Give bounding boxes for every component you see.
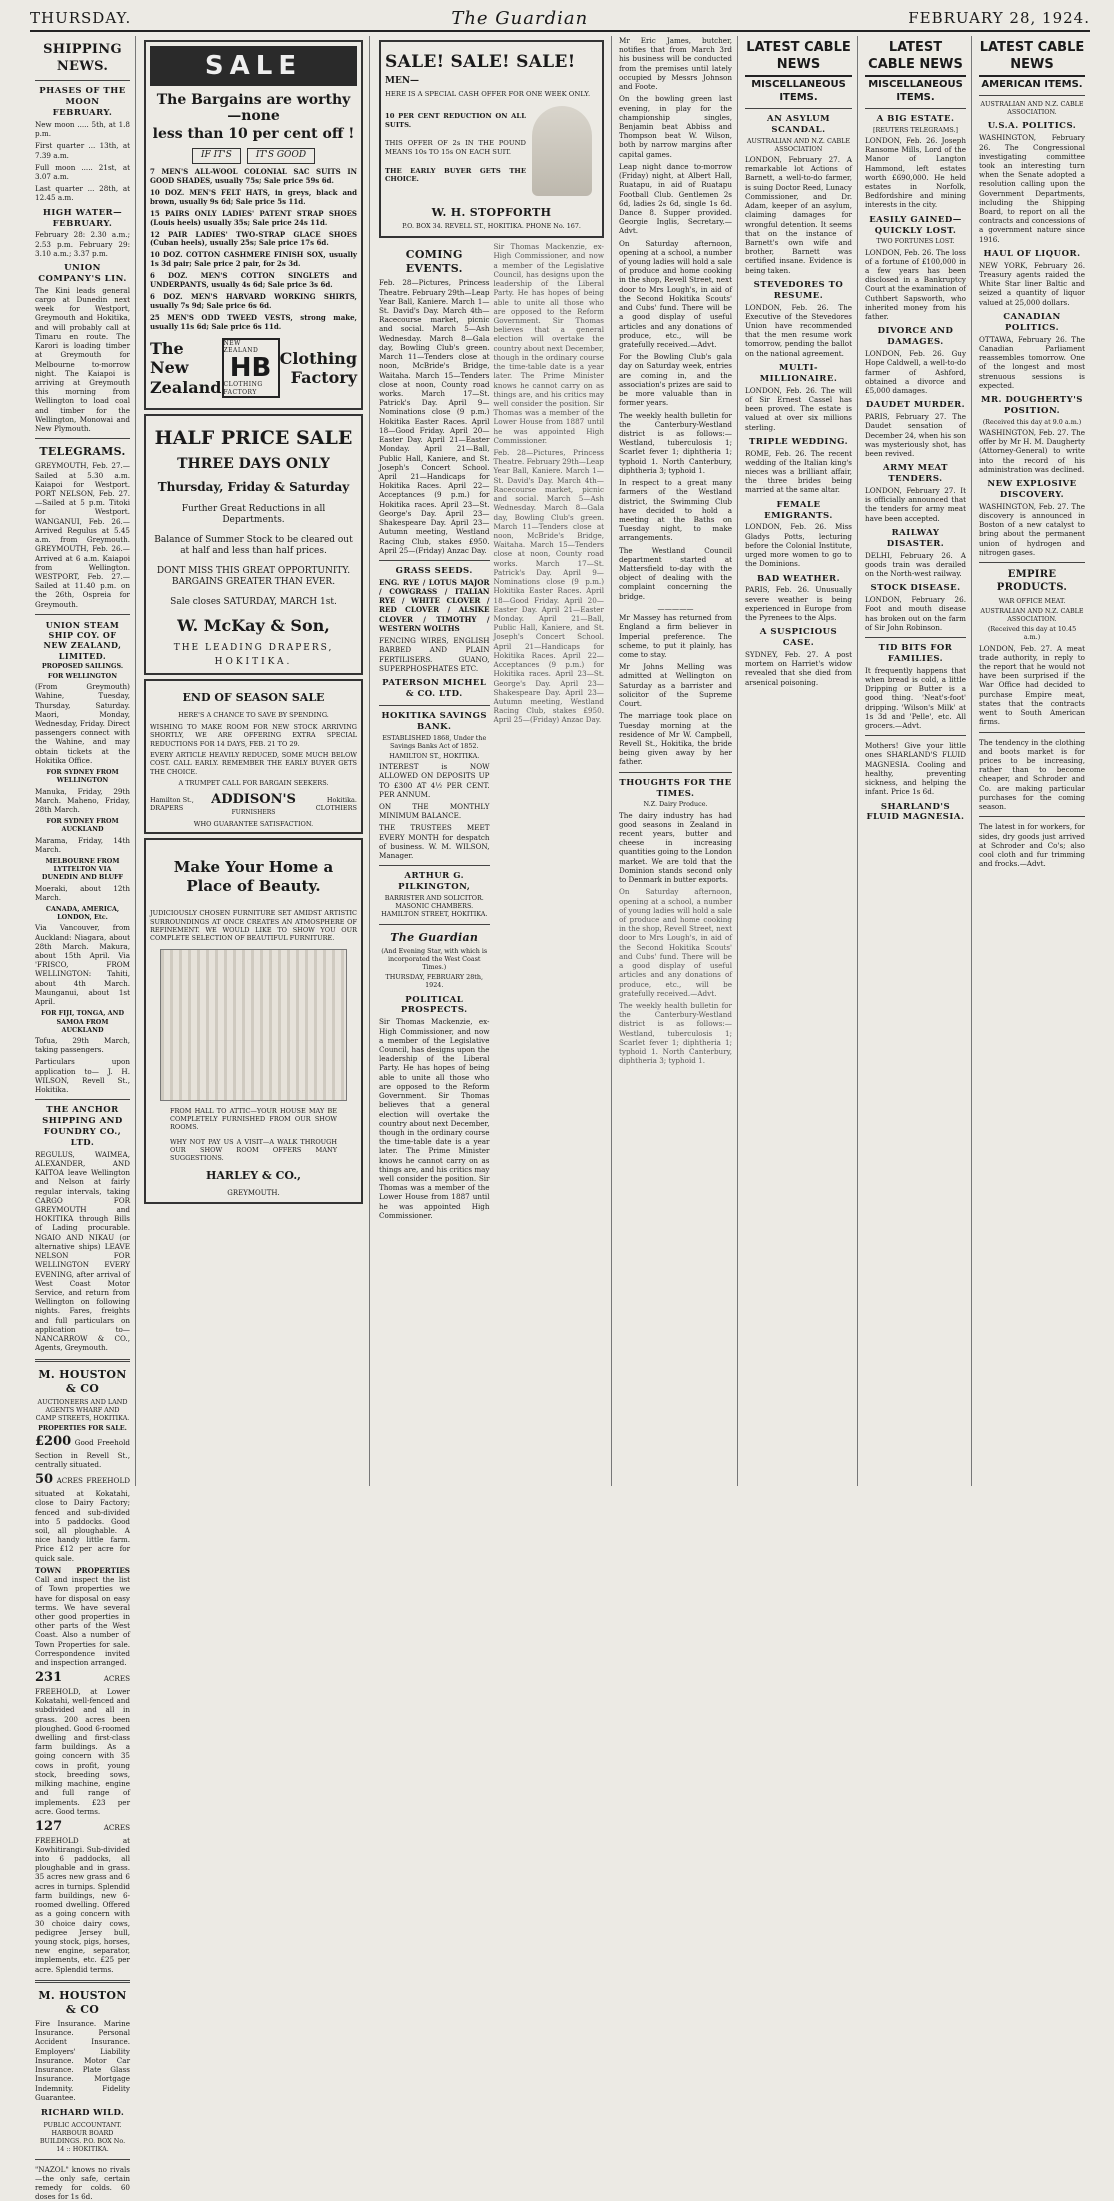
paterson-name: PATERSON MICHEL & CO. LTD. — [382, 678, 487, 699]
coming-events-heading: COMING EVENTS. — [405, 248, 463, 276]
mckay-sale-ad — [144, 414, 363, 675]
story-heading: STEVEDORES TO RESUME. — [753, 279, 844, 301]
sale-item: 12 PAIR LADIES' TWO-STRAP GLACE SHOES (Cuban heels), usually 25s; Sale price 17s 6d. — [150, 229, 357, 248]
sailing-text: Via Vancouver, from Auckland: Niagara, about 28th March. Makura, about 15th April. Via 'FRISCO, FROM WELLINGTON: Tahiti, about 4th March. Maunganui, about 1st April. — [35, 923, 130, 1007]
news-paragraph: For the Bowling Club's gala day on Saturday week, entries are coming in, and the association's prizes are said to be more valuable than in former years. — [619, 352, 732, 408]
property-listing — [35, 1819, 130, 1974]
bank-address: HAMILTON ST., HOKITIKA. — [389, 751, 480, 760]
tidbits-text: It frequently happens that when bread is cold, a little Dripping or Butter is a good thing. 'Neat's-foot' dripping. 'Wilson's Milk' at 1s 3d and 'Pelle', etc. All grocers.—Advt. — [865, 665, 966, 730]
addisons-guarantee: WHO GUARANTEE SATISFACTION. — [193, 819, 314, 828]
property-listing — [35, 1472, 130, 1562]
from-hall-text: FROM HALL TO ATTIC—YOUR HOUSE MAY BE COMPLETELY FURNISHED FROM OUR SHOW ROOMS. — [170, 1106, 337, 1132]
pilkington-sub: BARRISTER AND SOLICITOR. MASONIC CHAMBERS. HAMILTON STREET, HOKITIKA. — [381, 894, 488, 919]
offer-row — [385, 102, 598, 200]
tendency-text: The tendency in the clothing and boots market is for prices to be increasing, rather than to become cheaper, and Schroder and Co. are making particular purchases for the coming season. — [979, 737, 1085, 812]
cable-news-heading: LATEST CABLE NEWS — [745, 36, 852, 77]
hb-left-word: The New — [150, 339, 189, 378]
sale-days: Thursday, Friday & Saturday — [157, 480, 350, 495]
sale-item: 15 PAIRS ONLY LADIES' PATENT STRAP SHOES (Louis heels) usually 35s; Sale price 24s 11d. — [150, 208, 357, 227]
tidbits-heading: TID BITS FOR FAMILIES. — [878, 642, 953, 664]
story-text: PARIS, Feb. 26. Unusually severe weather is being experienced in Europe from the Pyrenees to the Alps. — [745, 585, 852, 623]
story-source: AUSTRALIAN AND N.Z. CABLE ASSOCIATION. — [980, 100, 1084, 117]
column-cable-news-2 — [860, 36, 972, 1486]
story-heading: HAUL OF LIQUOR. — [983, 248, 1081, 259]
hb-right-word: Factory — [290, 368, 357, 388]
masthead — [30, 6, 1090, 32]
moon-heading: PHASES OF THE MOON FEBRUARY. — [39, 86, 126, 118]
fit-tag-left: IF IT'S — [192, 148, 241, 164]
column-cable-news-1 — [740, 36, 858, 1486]
bargain-line: less than 10 per cent off ! — [152, 126, 355, 143]
fit-tag-right: IT'S GOOD — [247, 148, 315, 164]
telegrams-text: GREYMOUTH, Feb. 27.—Sailed at 5.30 a.m. Kaiapoi for Westport. PORT NELSON, Feb. 27.—Sailed at 5 p.m. Titoki for Westport. WANGANUI, Feb. 26.—Arrived Regulus at 5.45 a.m. from Greymouth. GREYMOUTH, Feb. 26.—Arrived at 6 a.m. Kaiapoi from Wellington. WESTPORT, Feb. 27.—Sailed at 11.40 p.m. on the 26th, Ospreia for Greymouth. — [35, 461, 130, 609]
story-heading: STOCK DISEASE. — [870, 583, 961, 594]
editorial-body: Feb. 28—Pictures, Princess Theatre. February 29th—Leap Year Ball, Kaniere. March 1—St. David's Day. March 4th—Racecourse market, picnic and social. March 5—Ash Wednesday. March 8—Gala day, Bowling Club's green. March 11—Tenders close at noon, McBride's Bridge, Waitaha. March 15—Tenders close at noon, County road works. March 17—St. Patrick's Day. April 9—Nominations close (9 p.m.) Hokitika Easter Races. April 18—Good Friday. April 20—Easter Day. April 21—Easter Monday. April 21—Ball, Public Hall, Kaniere, and St. Joseph's Concert School. April 21—Handicaps for Hokitika Races. April 22—Acceptances (9 p.m.) for Hokitika races. April 23—St. George's Day. April 23—Shakespeare Day. April 23—Autumn meeting, Westland Racing Club, stakes £950. April 25—(Friday) Anzac Day. — [493, 448, 604, 725]
news-paragraph: On Saturday afternoon, opening at a school, a number of young ladies will hold a sale of produce and home cooking in the shop, Revell Street, next door to Mrs Lough's, in aid of the Second Hokitika Scouts' and Cubs' fund. There will be a good display of useful articles and any donations of produce, etc., will be gratefully received.—Advt. — [619, 238, 732, 349]
column-shipping — [30, 36, 136, 2201]
news-paragraph: Mr Johns Melling was admitted at Wellington on Saturday as a barrister and solicitor of the Supreme Court. — [619, 662, 732, 709]
houston-heading-2: M. HOUSTON & CO — [38, 1988, 127, 2016]
sale-item-list — [150, 168, 357, 332]
mothers-advert: Mothers! Give your little ones SHARLAND'S FLUID MAGNESIA. Cooling and healthy, preventing sickness, and helping the infant. Price 1s 6d. — [865, 741, 966, 797]
guardian-editorial-title: The Guardian — [390, 930, 479, 944]
sale-sale-heading: SALE! SALE! SALE! — [385, 52, 576, 72]
hb-logo-top: NEW ZEALAND — [223, 339, 259, 355]
home-beauty-heading: Make Your Home a Place of Beauty. — [173, 857, 334, 895]
hb-logo-bottom: CLOTHING FACTORY — [223, 381, 263, 396]
sailing-destination: FOR SYDNEY FROM AUCKLAND — [46, 817, 119, 834]
story-heading: FEMALE EMIGRANTS. — [764, 499, 833, 521]
leading-drapers: THE LEADING DRAPERS, — [173, 642, 334, 653]
high-water-heading: HIGH WATER—FEBRUARY. — [42, 207, 123, 229]
insurance-list: Fire Insurance. Marine Insurance. Personal Accident Insurance. Employers' Liability Insurance. Motor Car Insurance. Plate Glass Insurance. Mortgage Indemnity. Fidelity Guarantee. — [35, 2019, 130, 2102]
editorial-right — [494, 242, 605, 1223]
news-paragraph: On Saturday afternoon, opening at a school, a number of young ladies will hold a sale of produce and home cooking in the shop, Revell Street, next door to Mrs Lough's, in aid of the Second Hokitika Scouts' and Cubs' fund. There will be a good display of useful articles and any donations of produce, etc., will be gratefully received.—Advt. — [619, 887, 732, 998]
story-heading: U.S.A. POLITICS. — [987, 121, 1077, 132]
end-of-season-heading: END OF SEASON SALE — [182, 690, 325, 704]
sale-item: 10 DOZ. COTTON CASHMERE FINISH SOX, usually 1s 3d pair; Sale price 2 pair, for 2s 3d. — [150, 250, 357, 269]
offer-line: THE EARLY BUYER GETS THE CHOICE. — [385, 166, 526, 184]
separator: ————— — [657, 603, 694, 613]
story-heading: ARMY MEAT TENDERS. — [883, 463, 948, 485]
dont-miss-text: DONT MISS THIS GREAT OPPORTUNITY. BARGAINS GREATER THAN EVER. — [156, 565, 351, 588]
empire-text: LONDON, Feb. 27. A meat trade authority, in reply to the report that he would not have been surprised if the War Office had decided to purchase Empire meat, states that the contracts went to South American firms. — [979, 643, 1085, 727]
addisons-right: Hokitika. CLOTHIERS — [315, 796, 357, 813]
sailing-text: (From Greymouth) Wahine, Tuesday, Thursday, Saturday. Maori, Monday, Wednesday, Friday. Direct passengers connect with the Wahine, and may obtain tickets at the Hokitika Office. — [35, 682, 130, 765]
story-source: AUSTRALIAN AND N.Z. CABLE ASSOCIATION — [746, 136, 851, 153]
anchor-company-heading: THE ANCHOR SHIPPING AND FOUNDRY CO., LTD. — [42, 1105, 123, 1148]
properties-heading: PROPERTIES FOR SALE. — [38, 1424, 127, 1433]
union-company-text: The Kini leads general cargo at Dunedin next week for Westport, Greymouth and Hokitika, and will probably call at Timaru en route. The Karori is loading timber at Greymouth for Melbourne to-morrow night. The Kaiapoi is arriving at Greymouth this morning from Wellington to load coal and timber for the Wellington, Monowai and New Plymouth. — [35, 285, 130, 434]
story-heading: CANADIAN POLITICS. — [1003, 311, 1061, 333]
column-advertisements — [138, 36, 370, 1486]
property-text: Good Freehold Section in Revell St., centrally situated. — [35, 1438, 130, 1470]
addisons-center — [211, 792, 296, 816]
nazol-advert: "NAZOL" knows no rivals—the only safe, certain remedy for colds. 60 doses for 1s 6d. — [35, 2164, 130, 2201]
chance-text: HERE'S A CHANCE TO SAVE BY SPENDING. — [178, 710, 329, 719]
sale-item: 6 DOZ. MEN'S HARVARD WORKING SHIRTS, usually 7s 9d; Sale price 6s 6d. — [150, 292, 357, 311]
fencing-text: FENCING WIRES, ENGLISH BARBED AND PLAIN FERTILISERS. GUANO, SUPERPHOSPHATES ETC. — [379, 636, 490, 673]
anchor-company-text: REGULUS, WAIMEA, ALEXANDER, AND KAITOA leave Wellington and Nelson at fairly regular intervals, taking CARGO FOR GREYMOUTH and HOKITIKA through Bills of Lading procurable. NGAIO AND NIKAU (or alternative ships) LEAVE NELSON FOR WELLINGTON EVERY EVENING, after arrival of West Coast Motor Service, and return from Wellington on following nights. Fares, freights and full particulars on application to— NANCARROW & CO., Agents, Greymouth. — [35, 1149, 130, 1353]
story-text: LONDON, February 27. It is officially announced that the tenders for army meat have been accepted. — [865, 485, 966, 523]
hb-left-words — [150, 339, 222, 397]
story-text: DELHI, February 26. A goods train was derailed on the North-west railway. — [865, 550, 966, 578]
thoughts-heading: THOUGHTS FOR THE TIMES. — [619, 777, 732, 799]
story-heading: MULTI-MILLIONAIRE. — [759, 362, 838, 384]
addisons-row — [150, 792, 357, 816]
sale-item: 25 MEN'S ODD TWEED VESTS, strong make, usually 11s 6d; Sale price 6s 11d. — [150, 313, 357, 332]
political-prospects-text: Sir Thomas Mackenzie, ex-High Commissioner, and now a member of the Legislative Council, has designs upon the leadership of the Liberal Party. He has hopes of being able to unite all those who are opposed to the Reform Government. Sir Thomas believes that a general election will overtake the country about next December, though in the ordinary course the time-table date is a year later. The Prime Minister knows he cannot carry on as things are, and his critics may well consider the position. Sir Thomas was a member of the Lower House from 1887 until he was appointed High Commissioner. — [379, 1017, 490, 1220]
moon-line: First quarter ... 13th, at 7.39 a.m. — [35, 141, 130, 160]
story-text: WASHINGTON, February 26. The Congressional investigating committee took an interesting turn when the Senate adopted a resolution calling upon the Government Departments, including the Shipping Board, to report on all the contracts and concessions of a government nature since 1916. — [979, 133, 1085, 244]
union-steam-ship-heading: UNION STEAM SHIP COY. OF NEW ZEALAND, LIMITED. — [43, 619, 122, 661]
sale-closes-text: Sale closes SATURDAY, MARCH 1st. — [170, 596, 337, 607]
masthead-day: THURSDAY. — [30, 9, 132, 27]
balance-text: Balance of Summer Stock to be cleared out at half and less than half prices. — [154, 534, 353, 557]
mckay-town: HOKITIKA. — [214, 657, 293, 668]
news-paragraph: In respect to a great many farmers of the Westland district, the Swimming Club have decided to hold a meeting at the Baths on Tuesday night, to make arrangements. — [619, 478, 732, 543]
hb-right-word: Clothing — [279, 348, 357, 368]
bargain-line: The Bargains are worthy—none — [156, 92, 351, 125]
masthead-date: FEBRUARY 28, 1924. — [908, 9, 1090, 27]
sailing-destination: FOR WELLINGTON — [47, 671, 118, 680]
story-heading: A SUSPICIOUS CASE. — [759, 627, 838, 649]
news-paragraph: The weekly health bulletin for the Canterbury-Westland district is as follows:—Westland, tuberculosis 1; Scarlet fever 1; diphtheria 1; typhoid 1. North Canterbury, diphtheria 3; typhoid 1. — [619, 1000, 732, 1066]
addisons-sale-ad — [144, 679, 363, 834]
column-editorial — [372, 36, 612, 1486]
mckay-name: W. McKay & Son, — [177, 616, 330, 636]
story-text: SYDNEY, Feb. 27. A post mortem on Harriet's widow revealed that she died from arsenical poisoning. — [745, 650, 852, 687]
bank-monthly: ON THE MONTHLY MINIMUM BALANCE. — [379, 801, 490, 821]
story-text: LONDON, February 26. Foot and mouth disease has broken out on the farm of Sir John Robinson. — [865, 595, 966, 632]
editorial-date: THURSDAY, FEBRUARY 28th, 1924. — [385, 973, 483, 990]
empire-source: AUSTRALIAN AND N.Z. CABLE ASSOCIATION. — [980, 606, 1084, 624]
shipping-news-heading: SHIPPING NEWS. — [43, 42, 122, 74]
sale-item: 7 MEN'S ALL-WOOL COLONIAL SAC SUITS IN GOOD SHADES, usually 75s; Sale price 59s 6d. — [150, 166, 357, 185]
empire-products-heading: EMPIRE PRODUCTS. — [996, 569, 1068, 593]
story-subheading: TWO FORTUNES LOST. — [876, 237, 955, 246]
news-paragraph: The Westland Council department started at Mattersfield to-day with the object of dealing with the complaint concerning the bridge. — [619, 545, 732, 601]
property-listing — [35, 1566, 130, 1667]
magnesia-brand: SHARLAND'S FLUID MAGNESIA. — [866, 801, 965, 823]
story-text: LONDON, Feb. 26. Guy Hope Caldwell, a well-to-do farmer of Ashford, obtained a divorce and £5,000 damages. — [865, 349, 966, 395]
property-text: ACRES FREEHOLD situated at Kokatahi, close to Dairy Factory; fenced and sub-divided into 5 paddocks. Good soil, all ploughable. A nice handy little farm. Price £12 per acre for quick sale. — [35, 1476, 130, 1563]
sailing-destination: FOR SYDNEY FROM WELLINGTON — [46, 768, 119, 785]
story-heading: NEW EXPLOSIVE DISCOVERY. — [987, 478, 1077, 500]
story-received: (Received this day at 9.0 a.m.) — [982, 417, 1082, 426]
political-prospects-heading: POLITICAL PROSPECTS. — [400, 994, 468, 1016]
moon-line: New moon ..... 5th, at 1.8 p.m. — [35, 119, 130, 139]
thoughts-text: The dairy industry has had good seasons in Zealand in recent years, butter and cheese in increasing quantities going to the London market. We are told that the Dominion stands second only to Denmark in butter exports. — [619, 810, 732, 885]
grass-seeds-heading: GRASS SEEDS. — [395, 565, 473, 576]
editorial-subcolumns — [379, 242, 604, 1223]
news-paragraph: Mr Massey has returned from England a firm believer in Imperial preference. The scheme, to put it plainly, has come to stay. — [619, 613, 732, 659]
story-text: ROME, Feb. 26. The recent wedding of the Italian king's nieces was a brilliant affair, the three brides being married at the same altar. — [745, 448, 852, 495]
news-paragraph: The weekly health bulletin for the Canterbury-Westland district is as follows:—Westland, tuberculosis 1; Scarlet fever 1; diphtheria 1; typhoid 1. North Canterbury, diphtheria 3; typhoid 1. — [619, 410, 732, 475]
story-text: WASHINGTON, Feb. 27. The offer by Mr H. M. Daugherty (Attorney-General) to write into the record of his administration was declined. — [979, 427, 1085, 474]
savings-bank-heading: HOKITIKA SAVINGS BANK. — [381, 710, 488, 732]
hb-logo-mark: HB — [229, 353, 272, 384]
sailing-text: Manuka, Friday, 29th March. Maheno, Friday, 28th March. — [35, 786, 130, 814]
sailing-text: Moeraki, about 12th March. — [35, 883, 130, 902]
story-heading: DIVORCE AND DAMAGES. — [877, 326, 954, 348]
property-text: ACRES FREEHOLD, at Lower Kokatahi, well-fenced and subdivided and all in grass. 200 acres been ploughed. Good 6-roomed dwelling and first-class farm buildings. As a going concern with 35 cows in profit, young stock, breeding sows, milking machine, engine and full range of implements. £23 per acre. Good terms. — [35, 1674, 130, 1816]
property-acres: 50 — [35, 1472, 54, 1488]
story-source: [REUTERS TELEGRAMS.] — [872, 125, 959, 134]
empire-sub: WAR OFFICE MEAT. — [998, 596, 1066, 605]
harley-furniture-ad — [144, 838, 363, 1204]
property-acres: 231 — [35, 1670, 63, 1686]
grass-seeds-list: ENG. RYE / LOTUS MAJOR / COWGRASS / ITALIAN RYE / WHITE CLOVER / RED CLOVER / ALSIKE CLOVER / TIMOTHY / WESTERN WOLTHS — [379, 577, 490, 633]
story-heading: EASILY GAINED—QUICKLY LOST. — [869, 214, 962, 236]
stopforth-name: W. H. STOPFORTH — [431, 205, 552, 219]
stopforth-suits-ad — [379, 40, 604, 238]
story-text: LONDON, February 27. A remarkable lot Actions of Barnett, a well-to-do farmer, is suing Doctor Reed, Lunacy Commissioner, and Dr. Adam, keeper of an asylum, claiming damages for wrongful detention. It seems that on the instance of Barnett's own wife and brother, Barnett was certified insane. Evidence is being taken. — [745, 154, 852, 275]
wishing-text: WISHING TO MAKE ROOM FOR NEW STOCK ARRIVING SHORTLY, WE ARE OFFERING EXTRA SPECIAL REDUCTIONS FOR 14 DAYS, FEB. 21 TO 29. — [150, 723, 357, 748]
story-text: LONDON, Feb. 26. Joseph Ransome Mills, Lord of the Manor of Langton Hammond, left estates worth £690,000. He held estates in Norfolk, Bedfordshire and mining interests in the city. — [865, 135, 966, 210]
story-heading: DAUDET MURDER. — [865, 400, 966, 411]
furniture-room-illustration — [160, 949, 347, 1101]
property-price: £200 — [35, 1434, 72, 1450]
story-heading: AN ASYLUM SCANDAL. — [767, 113, 830, 135]
cable-section: MISCELLANEOUS ITEMS. — [745, 79, 852, 109]
three-days-heading: THREE DAYS ONLY — [177, 456, 330, 473]
cable-section: AMERICAN ITEMS. — [979, 79, 1085, 96]
half-price-heading: HALF PRICE SALE — [154, 427, 353, 450]
column-local-news — [614, 36, 738, 1486]
moon-line: Full moon ..... 21st, at 3.07 a.m. — [35, 162, 130, 181]
masthead-paper-name: The Guardian — [451, 7, 589, 29]
news-paragraph: On the bowling green last evening, in play for the championship singles, Benjamin beat Abbiss and Thompson beat W. Wilson, both by narrow margins after capital games. — [619, 94, 732, 159]
editorial-left — [379, 242, 490, 1223]
sailing-text: Marama, Friday, 14th March. — [35, 835, 130, 854]
special-offer-text: HERE IS A SPECIAL CASH OFFER FOR ONE WEEK ONLY. — [385, 90, 591, 99]
property-acres: 127 — [35, 1818, 63, 1834]
empire-received: (Received this day at 10.45 a.m.) — [987, 625, 1077, 642]
property-town: TOWN PROPERTIES — [35, 1565, 130, 1575]
richard-wild-sub: PUBLIC ACCOUNTANT. HARBOUR BOARD BUILDINGS. P.O. BOX No. 14 :: HOKITIKA. — [39, 2120, 126, 2154]
latest-advert: The latest in for workers, for sides, dry goods just arrived at Schroder and Co's; also cool cloth and fur trimming and frocks.—Advt. — [979, 822, 1085, 869]
trumpet-text: A TRUMPET CALL FOR BARGAIN SEEKERS. — [178, 779, 329, 787]
harley-town: GREYMOUTH. — [227, 1188, 280, 1197]
story-text: LONDON, Feb. 26. The Executive of the Stevedores Union have recommended that the men resume work tomorrow, pending the ballot on the national agreement. — [745, 302, 852, 358]
cable-news-heading: LATEST CABLE NEWS — [979, 36, 1085, 77]
story-text: LONDON, Feb. 26. Miss Gladys Potts, lecturing before the Colonial Institute, urged more women to go to the Dominions. — [745, 522, 852, 569]
man-figure-illustration — [532, 106, 592, 196]
sailing-destination: MELBOURNE FROM LYTTELTON VIA DUNEDIN AND BLUFF — [41, 856, 124, 882]
sailing-destination: CANADA, AMERICA, LONDON, Etc. — [45, 904, 120, 922]
offer-line: THIS OFFER OF 2s IN THE POUND MEANS 10s TO 15s ON EACH SUIT. — [385, 139, 526, 157]
sale-logo: SALE — [150, 46, 357, 86]
offer-line: 10 PER CENT REDUCTION ON ALL SUITS. — [385, 111, 526, 129]
sale-item: 10 DOZ. MEN'S FELT HATS, in greys, black and brown, usually 9s 6d; Sale price 5s 11d. — [150, 187, 357, 206]
story-text: NEW YORK, February 26. Treasury agents raided the White Star liner Baltic and seized a quantity of liquor valued at 25,000 dollars. — [979, 260, 1085, 307]
further-reductions: Further Great Reductions in all Departments. — [181, 503, 326, 526]
pilkington-name: ARTHUR G. PILKINGTON, — [398, 871, 471, 893]
property-listing — [35, 1434, 130, 1469]
telegrams-heading: TELEGRAMS. — [39, 445, 126, 459]
men-label: MEN— — [385, 75, 420, 86]
offer-texts — [385, 102, 526, 194]
story-text: WASHINGTON, Feb. 27. The discovery is announced in Boston of a new catalyst to bring about the permanent union of hydrogen and nitrogen gases. — [979, 501, 1085, 557]
every-article-text: EVERY ARTICLE HEAVILY REDUCED, SOME MUCH BELOW COST. CALL EARLY. REMEMBER THE EARLY BUYER GETS THE CHOICE. — [150, 751, 357, 776]
bank-trustees: THE TRUSTEES MEET EVERY MONTH for despatch of business. W. M. WILSON, Manager. — [379, 823, 490, 861]
story-text: LONDON, Feb. 26. The will of Sir Ernest Cassel has been proved. The estate is valued at over six millions sterling. — [745, 385, 852, 432]
houston-subheading: AUCTIONEERS AND LAND AGENTS WHARF AND CAMP STREETS, HOKITIKA. — [35, 1397, 130, 1423]
story-text: OTTAWA, February 26. The Canadian Parliament reassembles tomorrow. One of the longest and most strenuous sessions is expected. — [979, 334, 1085, 390]
stopforth-address: P.O. BOX 34. REVELL ST., HOKITIKA. PHONE No. 167. — [402, 222, 581, 231]
column-american-news — [974, 36, 1090, 1486]
hb-right-words — [280, 349, 357, 387]
hb-clothing-ad — [150, 338, 357, 398]
hb-left-word: Zealand — [150, 377, 222, 397]
story-text: LONDON, Feb. 26. The loss of a fortune of £100,000 in a few years has been disclosed in a Bankruptcy Court at the examination of Cuthbert Sapsworth, who inherited money from his father. — [865, 247, 966, 322]
harley-name: HARLEY & CO., — [206, 1168, 301, 1182]
story-text: PARIS, February 27. The Daudet sensation of December 24, when his son was mysteriously shot, has been revived. — [865, 412, 966, 458]
addisons-name: ADDISON'S — [211, 792, 296, 808]
stopforth-sale-ad — [144, 40, 363, 410]
editorial-body: Sir Thomas Mackenzie, ex-High Commissioner, and now a member of the Legislative Council, has designs upon the leadership of the Liberal Party. He has hopes of being able to unite all those who are opposed to the Reform Government. Sir Thomas believes that a general election will overtake the country about next December, though in the ordinary course the time-table date is a year later. The Prime Minister knows he cannot carry on as things are, and his critics may well consider the position. Sir Thomas was a member of the Lower House from 1887 until he was appointed High Commissioner. — [493, 242, 604, 445]
addisons-furnishers: FURNISHERS — [231, 808, 276, 816]
guardian-subtitle: (And Evening Star, with which is incorporated the West Coast Times.) — [381, 946, 488, 972]
hb-logo — [222, 338, 280, 398]
thoughts-sub: N.Z. Dairy Produce. — [643, 800, 708, 809]
bank-established: ESTABLISHED 1868, Under the Savings Banks Act of 1852. — [382, 733, 487, 750]
property-text: Call and inspect the list of Town properties we have for disposal on easy terms. We have several other good properties in other parts of the West Coast. Also a number of Town Properties for sale. Correspondence invited and inspection arranged. — [35, 1575, 130, 1668]
story-heading: A BIG ESTATE. — [876, 113, 955, 124]
cable-news-heading: LATEST CABLE NEWS — [865, 36, 966, 77]
houston-heading: M. HOUSTON & CO — [38, 1367, 127, 1395]
cable-section: MISCELLANEOUS ITEMS. — [865, 79, 966, 109]
story-heading: MR. DOUGHERTY'S POSITION. — [981, 394, 1083, 416]
coming-events-list: Feb. 28—Pictures, Princess Theatre. February 29th—Leap Year Ball, Kaniere. March 1—St. David's Day. March 4th—Racecourse market, picnic and social. March 5—Ash Wednesday. March 8—Gala day, Bowling Club's green. March 11—Tenders close at noon, McBride's Bridge, Waitaha. March 15—Tenders close at noon, County road works. March 17—St. Patrick's Day. April 9—Nominations close (9 p.m.) Hokitika Easter Races. April 18—Good Friday. April 20—Easter Day. April 21—Easter Monday. April 21—Ball, Public Hall, Kaniere, and St. Joseph's Concert School. April 21—Handicaps for Hokitika Races. April 22—Acceptances (9 p.m.) for Hokitika races. April 23—St. George's Day. April 23—Shakespeare Day. April 23—Autumn meeting, Westland Racing Club, stakes £950. April 25—(Friday) Anzac Day. — [379, 278, 490, 555]
property-text: ACRES FREEHOLD at Kowhitirangi. Sub-divided into 6 paddocks, all ploughable and in grass. 35 acres new grass and 6 acres in turnips. Splendid farm buildings, new 6-roomed dwelling. Offered as a going concern with 30 choice dairy cows, pedigree Jersey bull, young stock, pigs, horses, new engine, separator, implements, etc. £25 per acre. Splendid terms. — [35, 1822, 130, 1974]
sailing-text: Tofua, 29th March, taking passengers. — [35, 1035, 130, 1055]
fit-tag — [150, 148, 357, 164]
judicious-text: JUDICIOUSLY CHOSEN FURNITURE SET AMIDST ARTISTIC SURROUNDINGS AT ONCE CREATES AN ATMOSPHERE OF REFINEMENT. WE WOULD LIKE TO SHOW YOU OUR COMPLETE SELECTION OF BEAUTIFUL FURNITURE. — [150, 909, 357, 943]
sale-item: 6 DOZ. MEN'S COTTON SINGLETS and UNDERPANTS, usually 4s 6d; Sale price 3s 6d. — [150, 271, 357, 290]
story-heading: RAILWAY DISASTER. — [886, 527, 945, 549]
property-listing — [35, 1670, 130, 1816]
news-paragraph: Leap night dance to-morrow (Friday) night, at Albert Hall, Ruatapu, in aid of Ruatapu Football Club. Gentlemen 2s 6d, ladies 2s 6d, single 1s 6d. Dance 8. Supper provided. Georgie Inglis, Secretary.—Advt. — [619, 161, 732, 236]
high-water-text: February 28: 2.30 a.m.; 2.53 p.m. February 29: 3.10 a.m.; 3.37 p.m. — [35, 230, 130, 258]
sailing-destination: FOR FIJI, TONGA, AND SAMOA FROM AUCKLAND — [40, 1009, 124, 1034]
news-paragraph: Mr Eric James, butcher, notifies that from March 3rd his business will be conducted from the premises until lately occupied by Messrs Johnson and Foote. — [619, 36, 732, 92]
union-company-heading: UNION COMPANY'S LIN. — [38, 263, 127, 284]
story-heading: BAD WEATHER. — [756, 573, 841, 584]
addisons-left: Hamilton St., DRAPERS — [150, 796, 194, 813]
story-heading: TRIPLE WEDDING. — [748, 436, 849, 447]
proposed-sailings: PROPOSED SAILINGS. — [41, 661, 124, 670]
news-paragraph: The marriage took place on Tuesday morning at the residence of Mr W. Campbell, Revell St., Hokitika, the bride being given away by her father. — [619, 711, 732, 767]
richard-wild-heading: RICHARD WILD. — [40, 2107, 125, 2118]
why-not-text: WHY NOT PAY US A VISIT—A WALK THROUGH OUR SHOW ROOM OFFERS MANY SUGGESTIONS. — [170, 1137, 337, 1163]
moon-line: Last quarter ... 28th, at 12.45 a.m. — [35, 184, 130, 203]
particulars-text: Particulars upon application to— J. H. WILSON, Revell St., Hokitika. — [35, 1057, 130, 1094]
bank-interest: INTEREST is NOW ALLOWED ON DEPOSITS UP TO £300 AT 4½ PER CENT. PER ANNUM. — [379, 762, 490, 799]
